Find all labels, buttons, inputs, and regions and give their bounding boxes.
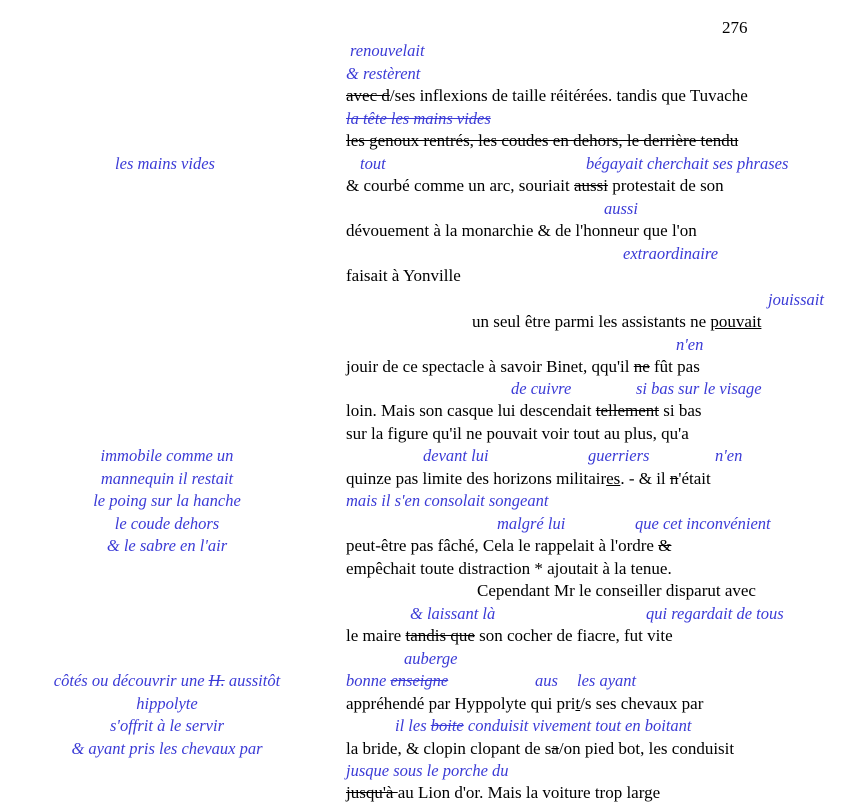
insertion: aussi — [604, 199, 638, 218]
insertion: jusque sous le porche du — [346, 761, 509, 780]
margin-note — [42, 670, 292, 692]
text-segment: son cocher de fiacre, fut vite — [474, 626, 673, 645]
text-segment: bonne — [346, 671, 391, 690]
text-segment: un seul être parmi les assistants ne — [472, 312, 711, 331]
text-line: dévouement à la monarchie & de l'honneur que l'on — [346, 221, 697, 240]
struck-text: enseigne — [390, 671, 449, 690]
margin-note: & ayant pris les chevaux par — [71, 739, 263, 758]
text-segment: protestait de son — [608, 176, 724, 195]
margin-note: le poing sur la hanche — [93, 491, 241, 510]
text-line — [346, 535, 671, 557]
text-line — [346, 693, 703, 715]
margin-note: hippolyte — [136, 694, 198, 713]
text-segment: . - & il — [620, 469, 670, 488]
margin-note-text: côtés ou découvrir une — [53, 671, 209, 690]
text-line — [346, 468, 711, 490]
text-segment: /s ses chevaux par — [580, 694, 704, 713]
underlined-text: pouvait — [710, 312, 762, 331]
struck-text: jusqu'à — [346, 783, 398, 802]
text-segment: peut-être pas fâché, Cela le rappelait à l'ordre — [346, 536, 659, 555]
text-line — [346, 625, 673, 647]
struck-text: tellement — [595, 401, 660, 420]
text-segment: /ses inflexions de taille réitérées. tandis que Tuvache — [389, 86, 748, 105]
text-segment: conduisit vivement tout en boitant — [463, 716, 692, 735]
struck-text: ne — [633, 357, 650, 376]
insertion: aus — [535, 671, 558, 690]
text-segment: au Lion d'or. Mais la voiture trop large — [397, 783, 661, 802]
struck-text: aussi — [574, 176, 609, 195]
insertion: & restèrent — [346, 64, 421, 83]
insertion: mais il s'en consolait songeant — [346, 491, 549, 510]
text-segment: appréhendé par Hyppolyte qui pri — [346, 694, 576, 713]
text-segment: 'était — [678, 469, 711, 488]
text-line: empêchait toute distraction * ajoutait à la tenue. — [346, 559, 672, 578]
margin-note: mannequin il restait — [100, 469, 234, 488]
text-line — [346, 738, 734, 760]
insertion: tout — [360, 154, 386, 173]
struck-insertion: la tête les mains vides — [346, 109, 491, 128]
insertion — [395, 715, 692, 737]
text-line: sur la figure qu'il ne pouvait voir tout au plus, qu'a — [346, 424, 689, 443]
underlined-text: t — [575, 694, 581, 713]
insertion: jouissait — [768, 290, 824, 309]
text-segment: jouir de ce spectacle à savoir Binet, qqu'il — [346, 357, 634, 376]
struck-text: avec d — [346, 86, 390, 105]
insertion: malgré lui — [497, 514, 566, 533]
margin-note: & le sabre en l'air — [106, 536, 228, 555]
text-line — [346, 175, 724, 197]
insertion: auberge — [404, 649, 458, 668]
text-segment: le maire — [346, 626, 406, 645]
text-segment: la bride, & clopin clopant de s — [346, 739, 552, 758]
struck-text: H. — [208, 671, 225, 690]
insertion: & laissant là — [410, 604, 496, 623]
insertion: bégayait cherchait ses phrases — [586, 154, 789, 173]
struck-line: les genoux rentrés, les coudes en dehors, le derrière tendu — [346, 131, 739, 150]
text-segment: quinze pas limite des horizons militair — [346, 469, 607, 488]
struck-text: a — [551, 739, 559, 758]
text-segment: /on pied bot, les conduisit — [558, 739, 735, 758]
text-line — [346, 356, 700, 378]
underlined-text: es — [606, 469, 621, 488]
margin-note: s'offrit à le servir — [110, 716, 224, 735]
margin-note-text: aussitôt — [224, 671, 281, 690]
struck-text: & — [658, 536, 672, 555]
insertion: de cuivre — [511, 379, 572, 398]
text-segment: si bas — [659, 401, 702, 420]
insertion: si bas sur le visage — [636, 379, 762, 398]
insertion: devant lui — [423, 446, 489, 465]
text-segment: il les — [395, 716, 431, 735]
text-line — [346, 782, 660, 804]
text-segment: fût pas — [649, 357, 700, 376]
margin-note: les mains vides — [115, 154, 215, 173]
text-line — [346, 85, 748, 107]
insertion: guerriers — [588, 446, 650, 465]
struck-text: tandis que — [405, 626, 475, 645]
text-segment: loin. Mais son casque lui descendait — [346, 401, 596, 420]
struck-text: boite — [430, 716, 464, 735]
text-segment: & courbé comme un arc, souriait — [346, 176, 575, 195]
insertion: que cet inconvénient — [635, 514, 771, 533]
text-line — [472, 311, 761, 333]
text-line: faisait à Yonville — [346, 266, 461, 285]
insertion: renouvelait — [350, 41, 425, 60]
insertion: les ayant — [577, 671, 637, 690]
text-line: Cependant Mr le conseiller disparut avec — [477, 581, 756, 600]
insertion: qui regardait de tous — [646, 604, 784, 623]
insertion: n'en — [676, 335, 704, 354]
struck-text: n — [669, 469, 679, 488]
margin-note: immobile comme un — [100, 446, 234, 465]
page-number: 276 — [722, 18, 748, 37]
margin-note: le coude dehors — [114, 514, 220, 533]
insertion: extraordinaire — [623, 244, 719, 263]
text-line — [346, 400, 702, 422]
insertion — [346, 670, 448, 692]
insertion: n'en — [715, 446, 743, 465]
